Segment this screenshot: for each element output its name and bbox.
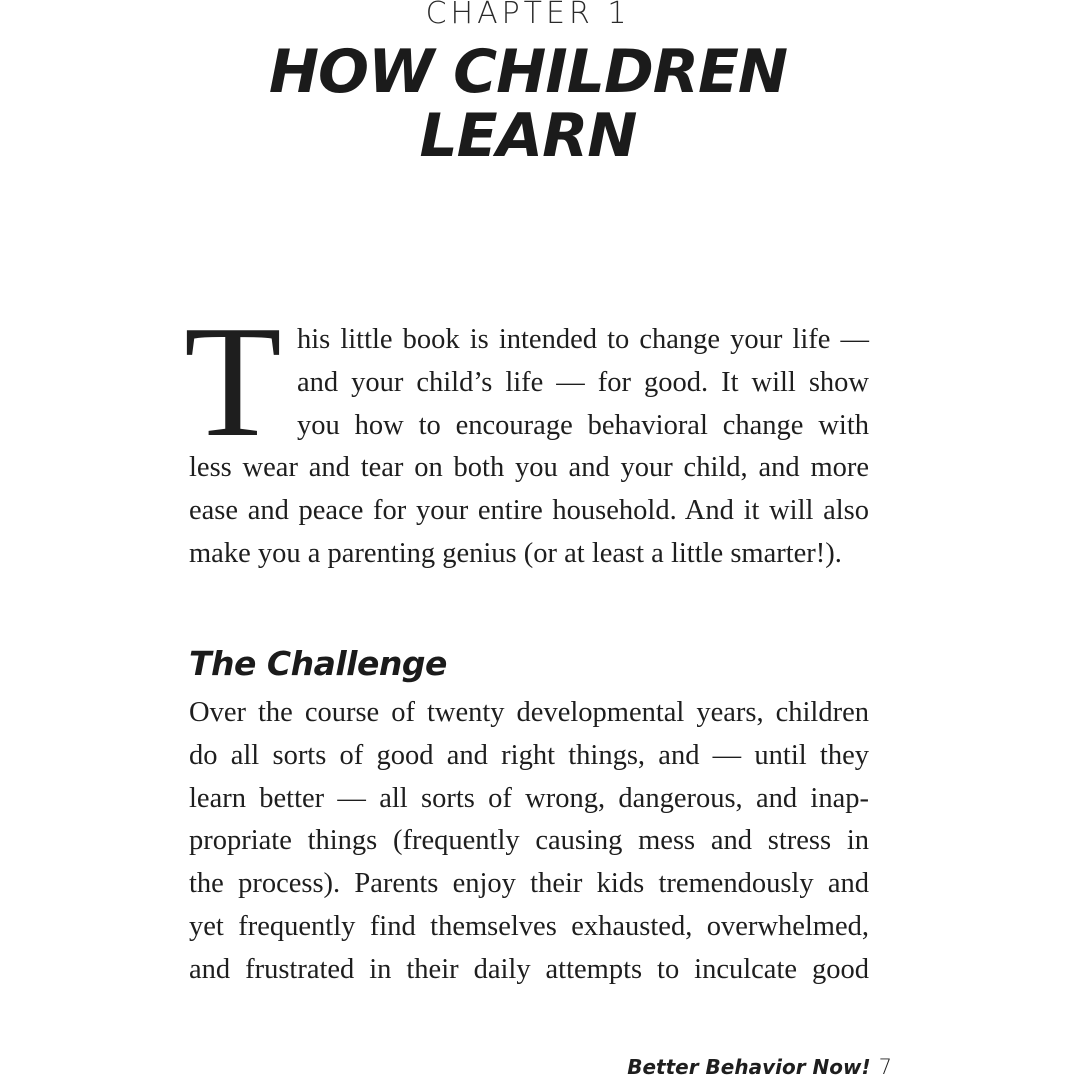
intro-line: less wear and tear on both you and your child, and more	[189, 452, 869, 484]
chapter-title-line-1: HOW CHILDREN	[268, 37, 788, 107]
page-number: 7	[878, 1055, 892, 1079]
chapter-label: CHAPTER 1	[425, 0, 631, 31]
intro-line: you how to encourage behavioral change with	[297, 409, 869, 441]
challenge-paragraph	[189, 692, 869, 992]
footer-book-title: Better Behavior Now!	[627, 1055, 871, 1079]
challenge-line: Over the course of twenty developmental years, children	[189, 697, 869, 728]
challenge-line: the process). Parents enjoy their kids tremendously and	[189, 868, 869, 900]
intro-paragraph	[189, 319, 869, 576]
intro-line: ease and peace for your entire household. And it will also	[189, 495, 869, 527]
intro-line: his little book is intended to change your life —	[297, 324, 869, 355]
section-heading: The Challenge	[189, 644, 447, 683]
challenge-line: do all sorts of good and right things, and — until they	[189, 739, 869, 771]
page-footer	[0, 1054, 892, 1080]
challenge-line: learn better — all sorts of wrong, dangerous, and inap-	[189, 782, 869, 814]
challenge-line: yet frequently find themselves exhausted, overwhelmed,	[189, 910, 869, 942]
challenge-line: propriate things (frequently causing mess and stress in	[189, 825, 869, 857]
challenge-line: and frustrated in their daily attempts to inculcate good	[189, 953, 869, 985]
chapter-title-line-2: LEARN	[419, 101, 637, 171]
intro-line: and your child’s life — for good. It will show	[297, 366, 869, 398]
chapter-title	[0, 37, 1056, 171]
intro-line: make you a parenting genius (or at least a little smarter!).	[189, 537, 842, 569]
drop-cap: T	[184, 292, 282, 470]
